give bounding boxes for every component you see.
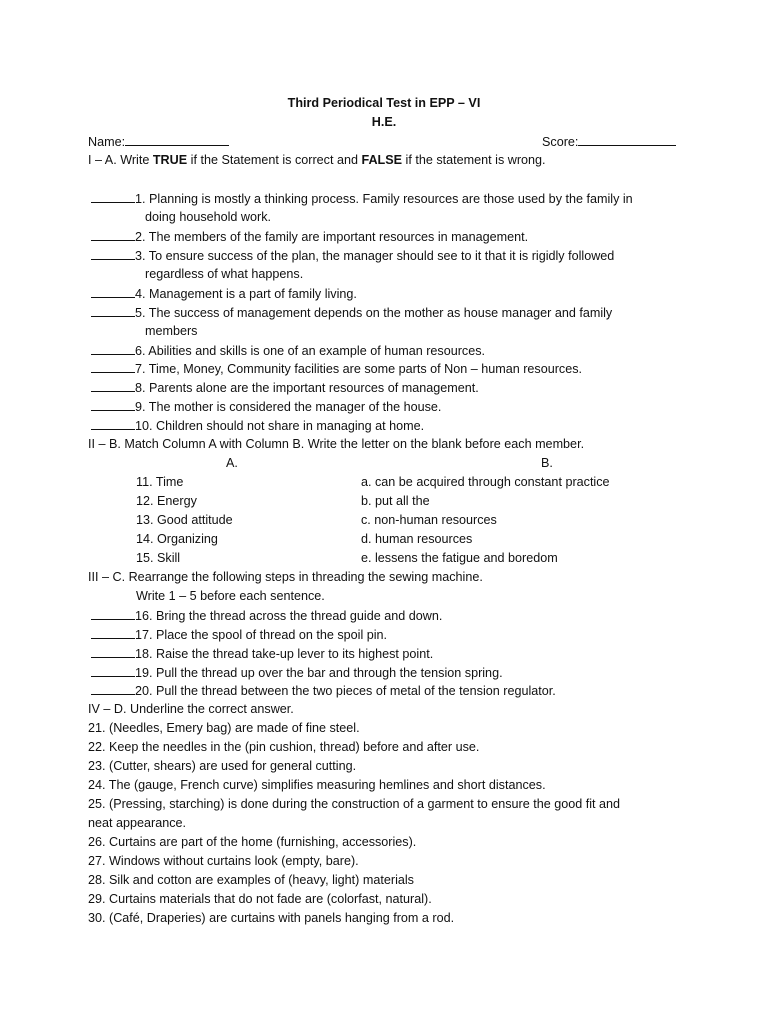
step-text: 18. Raise the thread take-up lever to its highest point. xyxy=(135,647,434,661)
step-item xyxy=(91,644,433,663)
column-a-item: 13. Good attitude xyxy=(136,513,233,527)
question-item xyxy=(91,416,424,435)
multiple-choice-item: 23. (Cutter, shears) are used for general cutting. xyxy=(88,759,357,773)
score-blank[interactable] xyxy=(578,132,676,146)
answer-blank[interactable] xyxy=(91,606,135,620)
multiple-choice-item: 21. (Needles, Emery bag) are made of fine steel. xyxy=(88,721,360,735)
question-text: 2. The members of the family are important resources in management. xyxy=(135,230,529,244)
question-item xyxy=(91,378,479,397)
question-text: 10. Children should not share in managing at home. xyxy=(135,419,425,433)
page-title: Third Periodical Test in EPP – VI xyxy=(287,96,481,110)
name-row xyxy=(88,132,229,151)
step-text: 19. Pull the thread up over the bar and through the tension spring. xyxy=(135,666,503,680)
answer-blank[interactable] xyxy=(91,246,135,260)
multiple-choice-item: 26. Curtains are part of the home (furnishing, accessories). xyxy=(88,835,417,849)
answer-blank[interactable] xyxy=(91,416,135,430)
question-text: 7. Time, Money, Community facilities are some parts of Non – human resources. xyxy=(135,362,583,376)
question-item xyxy=(91,303,612,322)
part2-instruction: II – B. Match Column A with Column B. Write the letter on the blank before each member. xyxy=(88,437,585,451)
question-text: 9. The mother is considered the manager of the house. xyxy=(135,400,442,414)
name-label: Name: xyxy=(88,135,126,149)
question-text: 1. Planning is mostly a thinking process. Family resources are those used by the family in xyxy=(135,192,633,206)
question-text: 5. The success of management depends on the mother as house manager and family xyxy=(135,306,613,320)
answer-blank[interactable] xyxy=(91,663,135,677)
step-item xyxy=(91,663,503,682)
question-text: 4. Management is a part of family living. xyxy=(135,287,357,301)
column-b-item: a. can be acquired through constant practice xyxy=(361,475,610,489)
question-item xyxy=(91,189,633,208)
step-item xyxy=(91,681,556,700)
step-item xyxy=(91,625,387,644)
question-continuation: regardless of what happens. xyxy=(145,267,304,281)
question-text: 6. Abilities and skills is one of an example of human resources. xyxy=(135,344,486,358)
multiple-choice-item: 27. Windows without curtains look (empty, bare). xyxy=(88,854,359,868)
answer-blank[interactable] xyxy=(91,644,135,658)
step-text: 20. Pull the thread between the two pieces of metal of the tension regulator. xyxy=(135,684,556,698)
answer-blank[interactable] xyxy=(91,227,135,241)
answer-blank[interactable] xyxy=(91,359,135,373)
answer-blank[interactable] xyxy=(91,681,135,695)
question-item xyxy=(91,227,528,246)
question-continuation: members xyxy=(145,324,198,338)
page-subtitle: H.E. xyxy=(371,115,397,129)
answer-blank[interactable] xyxy=(91,189,135,203)
score-label: Score: xyxy=(542,135,579,149)
part1-instruction xyxy=(88,151,546,169)
answer-blank[interactable] xyxy=(91,625,135,639)
question-text: 8. Parents alone are the important resources of management. xyxy=(135,381,479,395)
column-a-item: 15. Skill xyxy=(136,551,181,565)
part3-instruction: III – C. Rearrange the following steps in threading the sewing machine. xyxy=(88,570,483,584)
part1-instruction-text: if the statement is wrong. xyxy=(402,153,546,167)
step-item xyxy=(91,606,442,625)
column-b-item: c. non-human resources xyxy=(361,513,497,527)
answer-blank[interactable] xyxy=(91,397,135,411)
part4-instruction: IV – D. Underline the correct answer. xyxy=(88,702,294,716)
part1-instruction-text: if the Statement is correct and xyxy=(187,153,362,167)
column-a-header: A. xyxy=(226,456,238,470)
score-row xyxy=(542,132,676,151)
part3-instruction-2: Write 1 – 5 before each sentence. xyxy=(136,589,325,603)
multiple-choice-item: 25. (Pressing, starching) is done during the construction of a garment to ensure the good fit and xyxy=(88,797,621,811)
question-item xyxy=(91,246,614,265)
answer-blank[interactable] xyxy=(91,341,135,355)
part1-instruction-text: I – A. Write xyxy=(88,153,153,167)
multiple-choice-item: 24. The (gauge, French curve) simplifies measuring hemlines and short distances. xyxy=(88,778,546,792)
question-item xyxy=(91,359,582,378)
column-a-item: 11. Time xyxy=(136,475,184,489)
column-b-item: e. lessens the fatigue and boredom xyxy=(361,551,558,565)
column-a-item: 14. Organizing xyxy=(136,532,218,546)
multiple-choice-continuation: neat appearance. xyxy=(88,816,187,830)
question-item xyxy=(91,341,485,360)
multiple-choice-item: 22. Keep the needles in the (pin cushion, thread) before and after use. xyxy=(88,740,480,754)
multiple-choice-item: 29. Curtains materials that do not fade are (colorfast, natural). xyxy=(88,892,432,906)
column-a-item: 12. Energy xyxy=(136,494,197,508)
answer-blank[interactable] xyxy=(91,378,135,392)
true-word: TRUE xyxy=(152,153,188,167)
false-word: FALSE xyxy=(361,153,403,167)
question-continuation: doing household work. xyxy=(145,210,272,224)
multiple-choice-item: 30. (Café, Draperies) are curtains with panels hanging from a rod. xyxy=(88,911,455,925)
step-text: 17. Place the spool of thread on the spoil pin. xyxy=(135,628,388,642)
question-text: 3. To ensure success of the plan, the manager should see to it that it is rigidly followed xyxy=(135,249,615,263)
question-item xyxy=(91,397,441,416)
step-text: 16. Bring the thread across the thread guide and down. xyxy=(135,609,443,623)
multiple-choice-item: 28. Silk and cotton are examples of (heavy, light) materials xyxy=(88,873,414,887)
column-b-header: B. xyxy=(541,456,553,470)
answer-blank[interactable] xyxy=(91,303,135,317)
question-item xyxy=(91,284,357,303)
column-b-item: d. human resources xyxy=(361,532,473,546)
answer-blank[interactable] xyxy=(91,284,135,298)
column-b-item: b. put all the xyxy=(361,494,430,508)
name-blank[interactable] xyxy=(125,132,229,146)
